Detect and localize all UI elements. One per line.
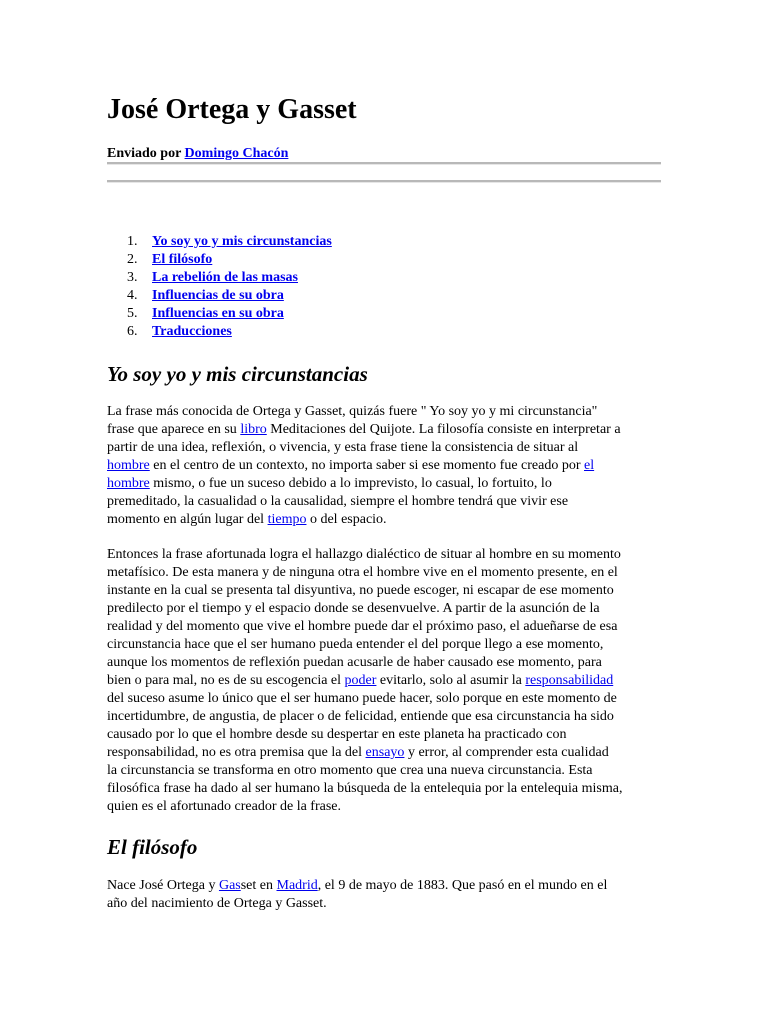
toc-number: 2. [127, 252, 138, 267]
madrid-link[interactable]: Madrid [276, 878, 318, 893]
hombre-link[interactable]: hombre [107, 458, 150, 473]
text-line [107, 744, 663, 762]
toc-number: 4. [127, 288, 138, 303]
text-line: realidad y del momento que vive el hombre puede dar el próximo paso, el adueñarse de esa [107, 619, 618, 634]
toc-number: 1. [127, 234, 138, 249]
text-line: Entonces la frase afortunada logra el hallazgo dialéctico de situar al hombre en su momento [107, 547, 621, 562]
text-run: momento en algún lugar del [107, 512, 268, 527]
divider [107, 162, 661, 165]
text-run: set en [240, 878, 277, 893]
toc-item [107, 287, 332, 305]
libro-link[interactable]: libro [240, 422, 267, 437]
el-hombre-link-cont[interactable]: hombre [107, 476, 150, 491]
ensayo-link[interactable]: ensayo [365, 745, 405, 760]
text-run: evitarlo, solo al asumir la [376, 673, 526, 688]
text-run: y error, al comprender esta cualidad [404, 745, 609, 760]
text-line [107, 457, 663, 475]
toc-link-circunstancias[interactable]: Yo soy yo y mis circunstancias [152, 234, 332, 249]
toc-link-influencias-de[interactable]: Influencias de su obra [152, 288, 284, 303]
tiempo-link[interactable]: tiempo [267, 512, 307, 527]
toc-link-rebelion[interactable]: La rebelión de las masas [152, 270, 298, 285]
byline-prefix: Enviado por [107, 146, 185, 161]
divider [107, 180, 661, 183]
table-of-contents [107, 233, 332, 341]
text-run: o del espacio. [306, 512, 387, 527]
text-line: causado por lo que el hombre desde su despertar en este planeta ha practicado con [107, 727, 567, 742]
poder-link[interactable]: poder [344, 673, 377, 688]
toc-item [107, 323, 332, 341]
paragraph [107, 403, 663, 529]
paragraph [107, 546, 663, 816]
text-line [107, 672, 663, 690]
text-run: en el centro de un contexto, no importa saber si ese momento fue creado por [149, 458, 585, 473]
author-link[interactable]: Domingo Chacón [184, 146, 289, 161]
el-hombre-link[interactable]: el [584, 458, 595, 473]
text-line: metafísico. De esta manera y de ninguna otra el hombre vive en el momento presente, en el [107, 565, 618, 580]
text-run: responsabilidad, no es otra premisa que la del [107, 745, 366, 760]
gas-link[interactable]: Gas [218, 878, 241, 893]
text-line: circunstancia hace que el ser humano pueda entender el del porque llego a ese momento, [107, 637, 604, 652]
text-run: Nace José Ortega y [107, 878, 219, 893]
text-line: del suceso asume lo único que el ser humano puede hacer, solo porque en este momento de [107, 691, 617, 706]
text-run: , el 9 de mayo de 1883. Que pasó en el mundo en el [317, 878, 608, 893]
responsabilidad-link[interactable]: responsabilidad [525, 673, 614, 688]
toc-number: 5. [127, 306, 138, 321]
text-line [107, 421, 663, 439]
text-line [107, 475, 663, 493]
toc-link-traducciones[interactable]: Traducciones [152, 324, 232, 339]
section-heading-circunstancias: Yo soy yo y mis circunstancias [107, 362, 368, 386]
text-run: bien o para mal, no es de su escogencia el [107, 673, 345, 688]
text-line: quien es el afortunado creador de la frase. [107, 799, 341, 814]
section-heading-filosofo: El filósofo [107, 835, 198, 859]
text-line: predilecto por el tiempo y el espacio donde se desenvuelve. A partir de la asunción de la [107, 601, 600, 616]
text-line: premeditado, la casualidad o la causalidad, siempre el hombre tendrá que vivir ese [107, 494, 569, 509]
toc-link-filosofo[interactable]: El filósofo [152, 252, 213, 267]
toc-item [107, 251, 332, 269]
text-run: frase que aparece en su [107, 422, 241, 437]
text-run: Meditaciones del Quijote. La filosofía consiste en interpretar a [266, 422, 621, 437]
text-line: instante en la cual se presenta tal disyuntiva, no puede escoger, ni escapar de ese momento [107, 583, 614, 598]
toc-number: 3. [127, 270, 138, 285]
toc-number: 6. [127, 324, 138, 339]
text-line [107, 877, 663, 895]
text-line: la circunstancia se transforma en otro momento que crea una nueva circunstancia. Esta [107, 763, 593, 778]
toc-item [107, 305, 332, 323]
text-line: incertidumbre, de angustia, de placer o de felicidad, entiende que esa circunstancia ha sido [107, 709, 614, 724]
text-line: año del nacimiento de Ortega y Gasset. [107, 896, 327, 911]
text-line: filosófica frase ha dado al ser humano la búsqueda de la entelequia por la entelequia misma, [107, 781, 623, 796]
paragraph [107, 877, 663, 913]
text-line: La frase más conocida de Ortega y Gasset, quizás fuere " Yo soy yo y mi circunstancia" [107, 404, 598, 419]
toc-item [107, 233, 332, 251]
text-line: aunque los momentos de reflexión puedan acusarle de haber causado ese momento, para [107, 655, 602, 670]
page-title: José Ortega y Gasset [107, 94, 357, 125]
text-line [107, 511, 663, 529]
text-line: partir de una idea, reflexión, o vivencia, y esta frase tiene la consistencia de situar al [107, 440, 579, 455]
toc-item [107, 269, 332, 287]
toc-link-influencias-en[interactable]: Influencias en su obra [152, 306, 284, 321]
text-run: mismo, o fue un suceso debido a lo imprevisto, lo casual, lo fortuito, lo [149, 476, 552, 491]
byline [107, 145, 288, 163]
